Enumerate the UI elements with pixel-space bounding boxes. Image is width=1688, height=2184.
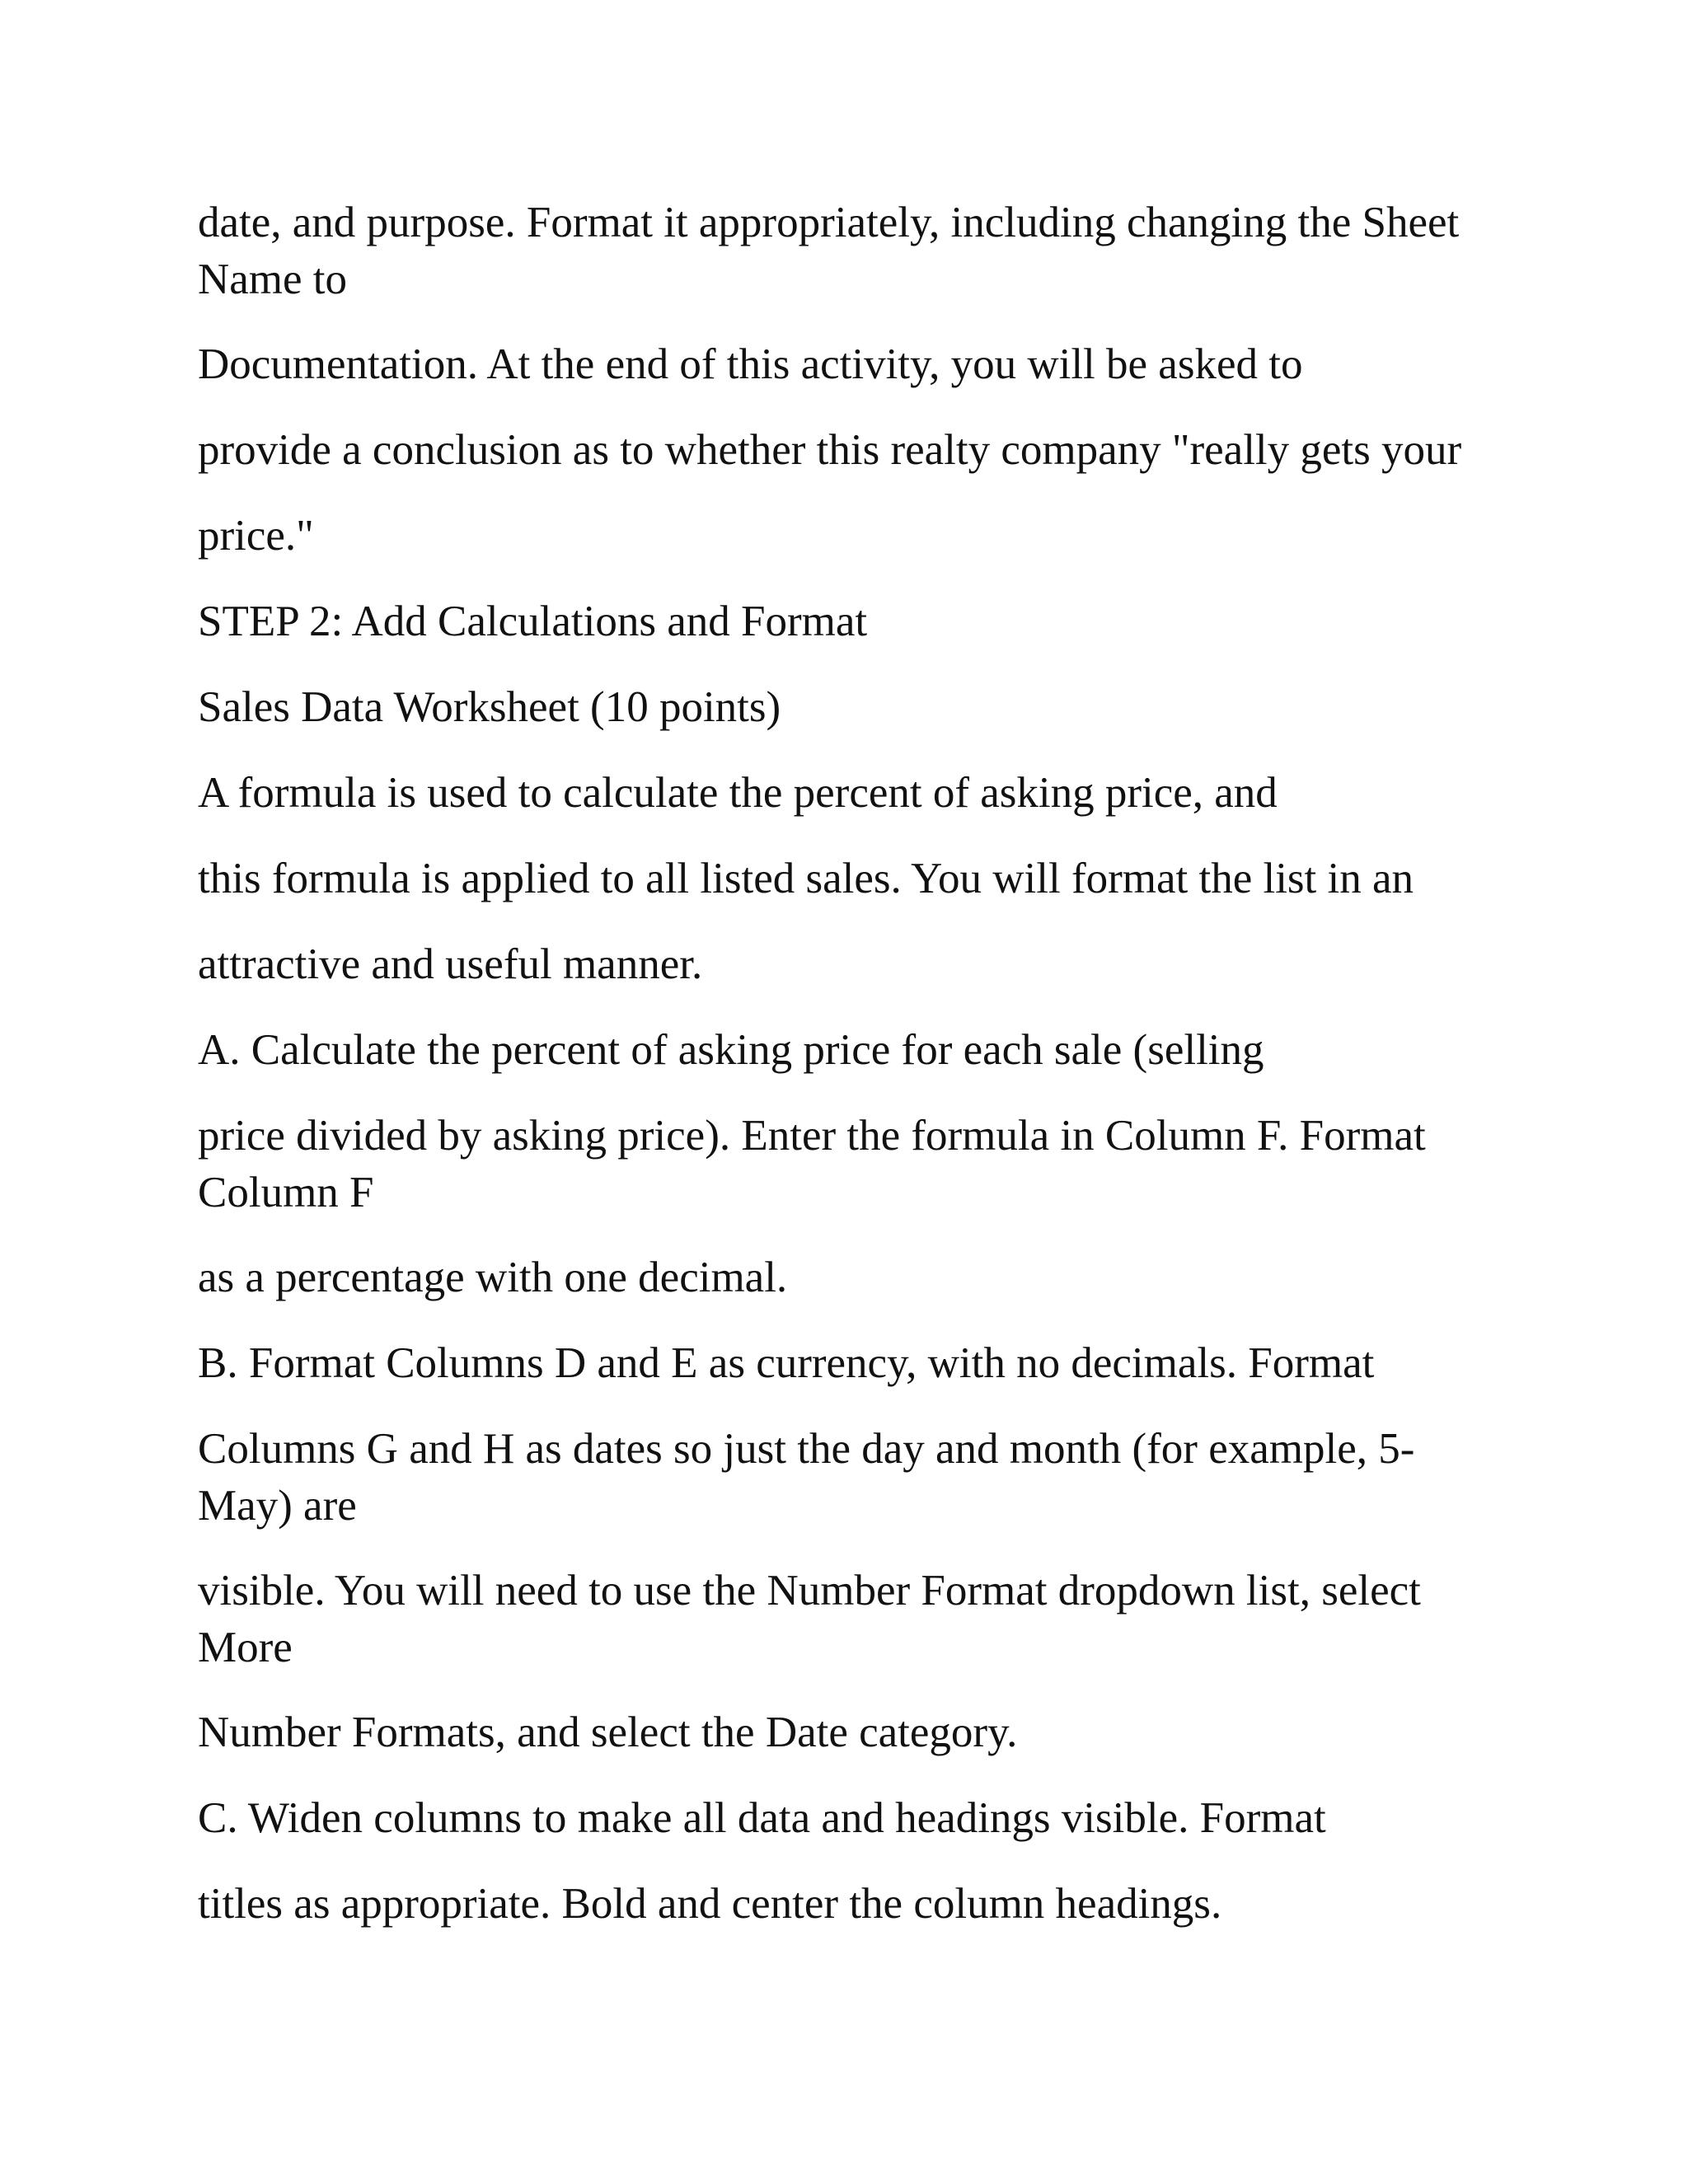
paragraph-price: price."	[198, 512, 314, 560]
instruction-b-number-format: visible. You will need to use the Number Format dropdown list, select More	[198, 1567, 1421, 1671]
instruction-b-dates: Columns G and H as dates so just the day and month (for example, 5- May) are	[198, 1425, 1415, 1530]
paragraph-formula-intro: A formula is used to calculate the percent of asking price, and	[198, 769, 1278, 817]
instruction-b-date-category: Number Formats, and select the Date category.	[198, 1708, 1018, 1756]
sales-data-worksheet-heading: Sales Data Worksheet (10 points)	[198, 683, 781, 731]
instruction-b: B. Format Columns D and E as currency, with no decimals. Format	[198, 1339, 1375, 1387]
instruction-a-formula: price divided by asking price). Enter the formula in Column F. Format Column F	[198, 1112, 1426, 1216]
step-2-heading: STEP 2: Add Calculations and Format	[198, 598, 868, 645]
paragraph-attractive-manner: attractive and useful manner.	[198, 940, 703, 988]
instruction-a: A. Calculate the percent of asking price for each sale (selling	[198, 1026, 1264, 1074]
paragraph-sheet-name: date, and purpose. Format it appropriately, including changing the Sheet Name to	[198, 199, 1460, 303]
paragraph-formula-applied: this formula is applied to all listed sales. You will format the list in an	[198, 855, 1414, 902]
paragraph-conclusion: provide a conclusion as to whether this realty company "really gets your	[198, 426, 1462, 474]
instruction-a-percentage: as a percentage with one decimal.	[198, 1254, 788, 1301]
instruction-c-headings: titles as appropriate. Bold and center the column headings.	[198, 1880, 1222, 1928]
paragraph-documentation: Documentation. At the end of this activity, you will be asked to	[198, 340, 1303, 388]
instruction-c: C. Widen columns to make all data and headings visible. Format	[198, 1794, 1326, 1842]
